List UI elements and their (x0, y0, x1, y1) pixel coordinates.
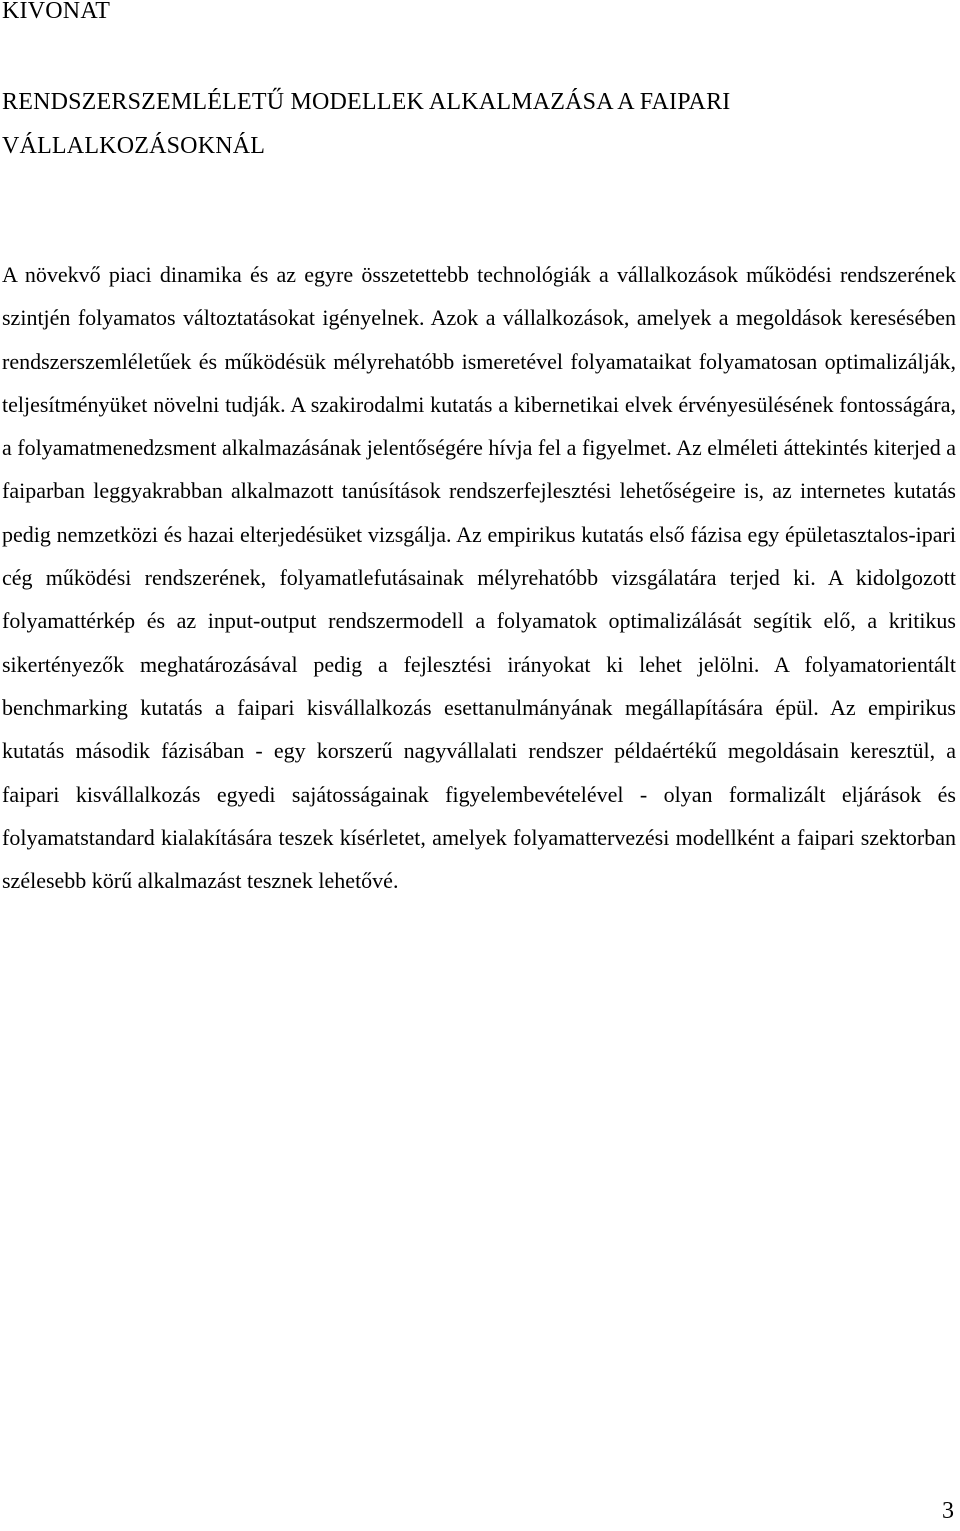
document-title: RENDSZERSZEMLÉLETŰ MODELLEK ALKALMAZÁSA A FAIPARI VÁLLALKOZÁSOKNÁL (2, 89, 731, 159)
abstract-paragraph: A növekvő piaci dinamika és az egyre összetettebb technológiák a vállalkozások működési rendszerének szintjén folyamatos változtatásokat igényelnek. Azok a vállalkozások, amelyek a megoldások keresésében rendszerszemléletűek és működésük mélyrehatóbb ismeretével folyamataikat folyamatosan optimalizálják, teljesítményüket növelni tudják. A szakirodalmi kutatás a kibernetikai elvek érvényesülésének fontosságára, a folyamatmenedzsment alkalmazásának jelentőségére hívja fel a figyelmet. Az elméleti áttekintés kiterjed a faiparban leggyakrabban alkalmazott tanúsítások rendszerfejlesztési lehetőségeire is, az internetes kutatás pedig nemzetközi és hazai elterjedésüket vizsgálja. Az empirikus kutatás első fázisa egy épületasztalos-ipari cég működési rendszerének, folyamatlefutásainak mélyrehatóbb vizsgálatára terjed ki. A kidolgozott folyamattérkép és az input-output rendszermodell a folyamatok optimalizálását segítik elő, a kritikus sikertényezők meghatározásával pedig a fejlesztési irányokat ki lehet jelölni. A folyamatorientált benchmarking kutatás a faipari kisvállalkozás esettanulmányának megállapítására épül. Az empirikus kutatás második fázisában - egy korszerű nagyvállalati rendszer példaértékű megoldásain keresztül, a faipari kisvállalkozás egyedi sajátosságainak figyelembevételével - olyan formalizált eljárások és folyamatstandard kialakítására teszek kísérletet, amelyek folyamattervezési modellként a faipari szektorban szélesebb körű alkalmazást tesznek lehetővé. (2, 262, 956, 894)
section-heading: KIVONAT (2, 0, 111, 24)
page-number: 3 (942, 1498, 954, 1524)
